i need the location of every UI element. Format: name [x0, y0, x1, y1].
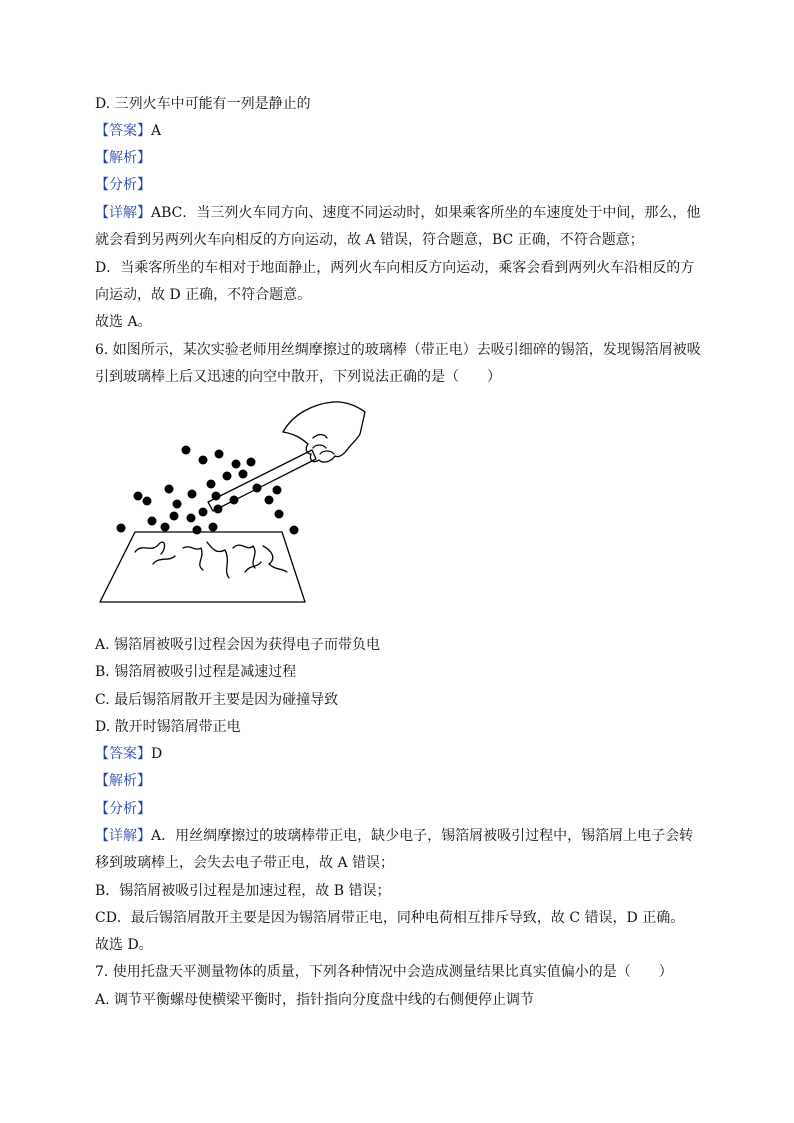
tinfoil-particle [253, 484, 262, 493]
q6-conclusion: 故选 D。 [95, 937, 153, 953]
answer-value: D [151, 746, 163, 762]
glass-rod [208, 450, 316, 511]
tinfoil-particle [265, 496, 274, 505]
tinfoil-particle [273, 486, 282, 495]
tinfoil-particle [188, 490, 197, 499]
q6-stem-line-1: 6. 如图所示，某次实验老师用丝绸摩擦过的玻璃棒（带正电）去吸引细碎的锡箔，发现锡箔屑被吸 [95, 342, 701, 358]
q6-option-d: D. 散开时锡箔屑带正电 [95, 719, 241, 735]
tinfoil-scrap [183, 547, 203, 570]
detail-tag: 【详解】 [95, 828, 151, 844]
tinfoil-particle [207, 480, 216, 489]
tinfoil-particle [209, 523, 218, 532]
finger [313, 445, 326, 448]
tinfoil-particle [148, 517, 157, 526]
q5-detail-line-3: D．当乘客所坐的车相对于地面静止，两列火车向相反方向运动，乘客会看到两列火车沿相反的方 [95, 260, 695, 276]
q6-detail-line-2: 移到玻璃棒上，会失去电子带正电，故 A 错误； [95, 855, 395, 871]
tinfoil-scrap [207, 542, 229, 578]
q7-stem: 7. 使用托盘天平测量物体的质量，下列各种情况中会造成测量结果比真实值偏小的是（ ） [95, 964, 673, 980]
tinfoil-scrap [263, 546, 287, 572]
q5-option-d: D. 三列火车中可能有一列是静止的 [95, 96, 311, 112]
q5-jiexi-tag: 【解析】 [95, 150, 151, 166]
tinfoil-particle [215, 450, 224, 459]
q6-detail-line-3: B．锡箔屑被吸引过程是加速过程，故 B 错误； [95, 883, 391, 899]
q6-answer [95, 744, 162, 764]
q6-jiexi-tag: 【解析】 [95, 773, 151, 789]
tinfoil-particle [223, 472, 232, 481]
answer-value: A [151, 123, 162, 139]
q5-detail-line-2: 就会看到另两列火车向相反的方向运动，故 A 错误，符合题意，BC 正确，不符合题意； [95, 232, 644, 248]
tinfoil-particle [214, 505, 223, 514]
tinfoil-particle [170, 512, 179, 521]
tinfoil-particle [247, 458, 256, 467]
detail-tag: 【详解】 [95, 205, 151, 221]
tinfoil-particle [165, 485, 174, 494]
q6-option-b: B. 锡箔屑被吸引过程是减速过程 [95, 664, 297, 680]
q7-option-a: A. 调节平衡螺母使横梁平衡时，指针指向分度盘中线的右侧便停止调节 [95, 992, 535, 1008]
tinfoil-scrap [153, 556, 175, 564]
finger [320, 451, 334, 454]
q5-answer [95, 121, 161, 141]
q6-option-a: A. 锡箔屑被吸引过程会因为获得电子而带负电 [95, 637, 381, 653]
q6-fenxi-tag: 【分析】 [95, 801, 151, 817]
detail-text: ABC．当三列火车同方向、速度不同运动时，如果乘客所坐的车速度处于中间，那么，他 [151, 205, 701, 221]
glass-rod-tinfoil-figure [95, 392, 415, 607]
tinfoil-particle [161, 523, 170, 532]
q6-detail-line-1 [95, 826, 693, 846]
tinfoil-scrap [135, 542, 165, 554]
tinfoil-particle [193, 526, 202, 535]
tinfoil-particle [275, 510, 284, 519]
q5-detail-line-1 [95, 203, 700, 223]
tinfoil-particle [199, 456, 208, 465]
tinfoil-particle [182, 446, 191, 455]
tinfoil-particle [173, 500, 182, 509]
tinfoil-particle [117, 524, 126, 533]
tinfoil-particle [230, 496, 239, 505]
tinfoil-particle [212, 492, 221, 501]
tinfoil-particle [134, 492, 143, 501]
tinfoil-particle [143, 497, 152, 506]
q5-detail-line-4: 向运动，故 D 正确，不符合题意。 [95, 287, 312, 303]
answer-tag: 【答案】 [95, 123, 151, 139]
q5-conclusion: 故选 A。 [95, 314, 152, 330]
q6-option-c: C. 最后锡箔屑散开主要是因为碰撞导致 [95, 692, 339, 708]
q5-fenxi-tag: 【分析】 [95, 177, 151, 193]
detail-text: A．用丝绸摩擦过的玻璃棒带正电，缺少电子，锡箔屑被吸引过程中，锡箔屑上电子会转 [151, 828, 694, 844]
tinfoil-particle [290, 526, 299, 535]
tinfoil-scrap [233, 545, 255, 568]
tinfoil-particle [187, 514, 196, 523]
tinfoil-particle [199, 508, 208, 517]
tinfoil-particle [232, 460, 241, 469]
hand [283, 402, 365, 462]
q6-stem-line-2: 引到玻璃棒上后又迅速的向空中散开，下列说法正确的是（ ） [95, 369, 501, 385]
finger [313, 435, 327, 438]
q6-detail-line-4: CD．最后锡箔屑散开主要是因为锡箔屑带正电，同种电荷相互排斥导致，故 C 错误，D 正确。 [95, 910, 685, 926]
tinfoil-particle [239, 470, 248, 479]
answer-tag: 【答案】 [95, 746, 151, 762]
